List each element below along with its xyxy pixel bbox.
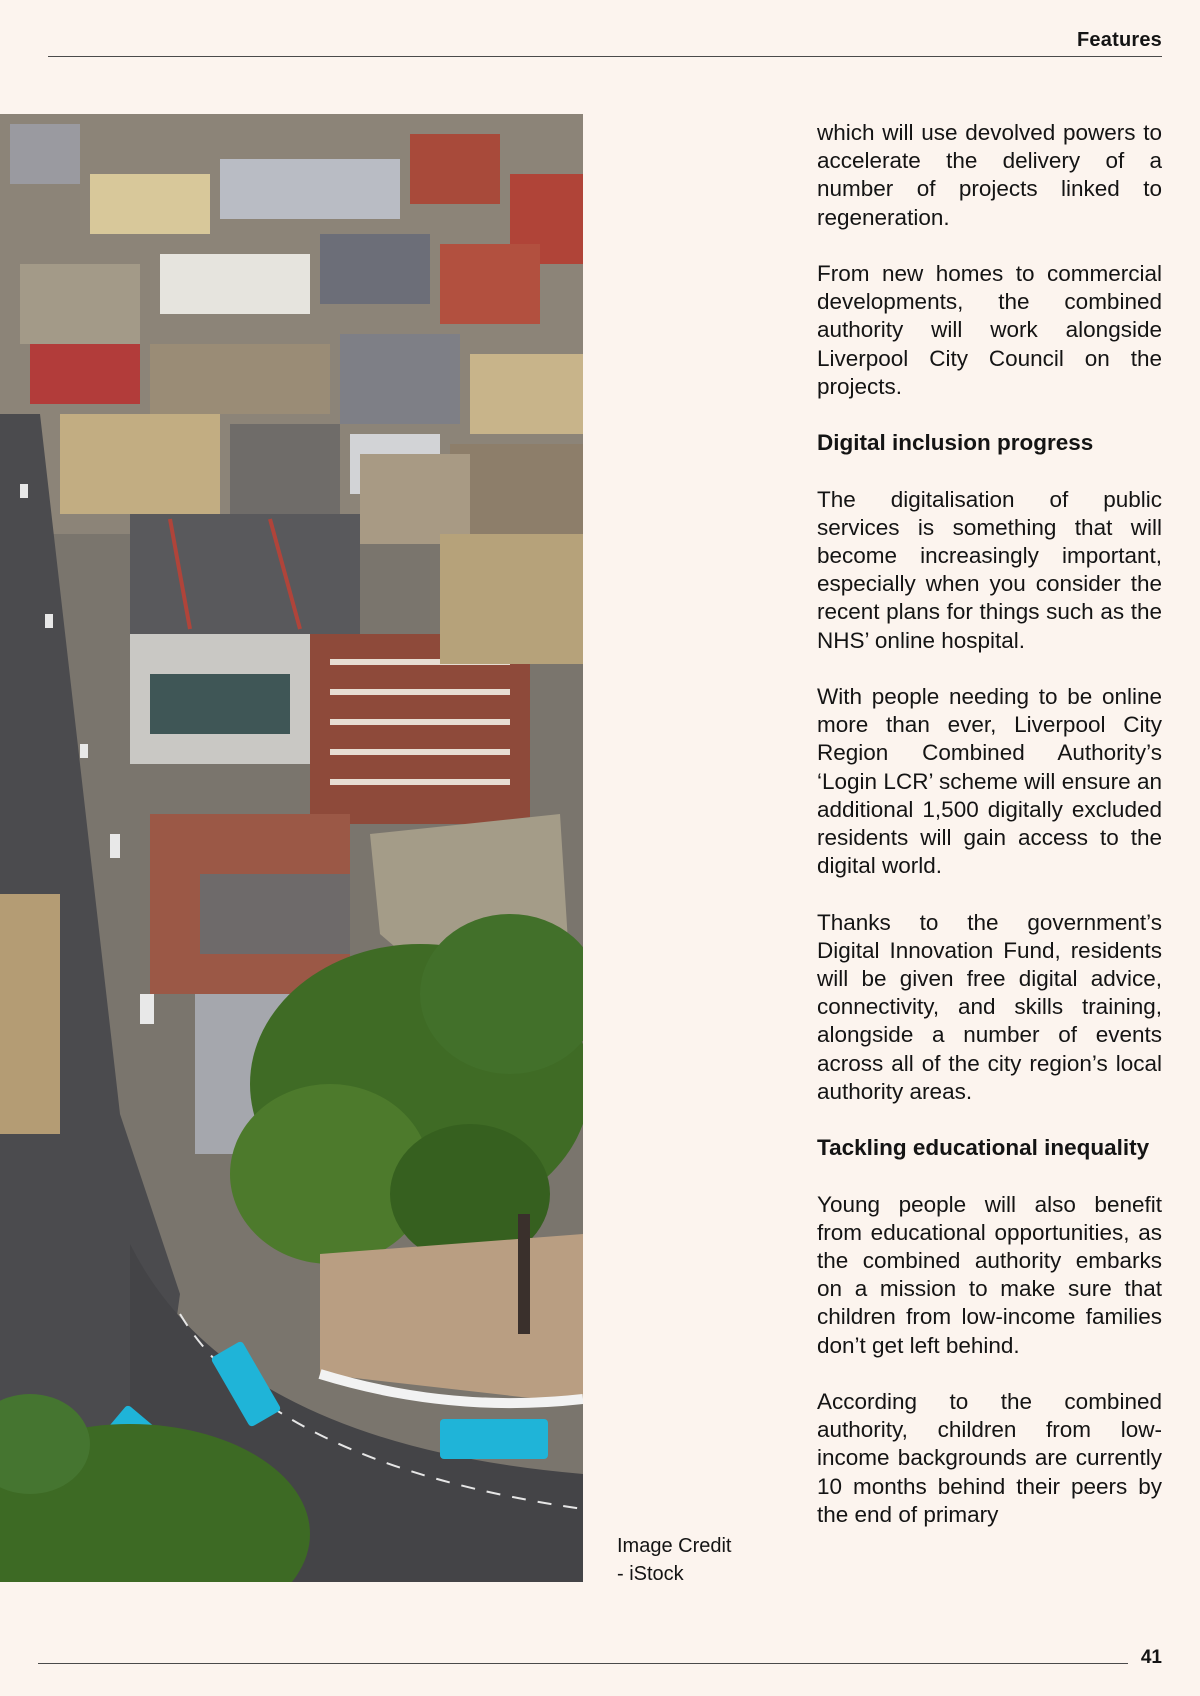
page-number: 41	[1140, 1647, 1162, 1668]
aerial-city-photo	[0, 114, 583, 1582]
monument-column	[518, 1214, 530, 1334]
header-divider	[48, 56, 1162, 57]
paragraph: According to the combined authority, children from low-income backgrounds are currently 10 months behind their peers by the end of primary	[817, 1389, 1162, 1527]
caption-line: - iStock	[617, 1563, 684, 1585]
subheading: Digital inclusion progress	[817, 430, 1094, 456]
paragraph: Young people will also benefit from educational opportunities, as the combined authority embarks on a mission to make sure that children from low-income families don’t get left behind.	[817, 1191, 1162, 1358]
section-label: Features	[1077, 29, 1162, 51]
car-park-roof	[130, 514, 360, 634]
image-caption	[617, 1532, 777, 1588]
paragraph: With people needing to be online more than ever, Liverpool City Region Combined Authority’s ‘Login LCR’ scheme will ensure an additional 1,500 digitally excluded residents will gain access to the digital world.	[817, 684, 1162, 879]
article-column	[817, 119, 1162, 1557]
paragraph: From new homes to commercial developments, the combined authority will work alongside Liverpool City Council on the projects.	[817, 261, 1162, 399]
footer-divider	[38, 1663, 1128, 1664]
building-rooftops	[0, 114, 583, 534]
paragraph: which will use devolved powers to accelerate the delivery of a number of projects linked to regeneration.	[817, 120, 1162, 230]
plaza	[320, 1234, 583, 1404]
paragraph: Thanks to the government’s Digital Innovation Fund, residents will be given free digital advice, connectivity, and skills training, alongside a number of events across all of the city region’s local authority areas.	[817, 909, 1162, 1104]
paragraph: The digitalisation of public services is something that will become increasingly important, especially when you consider the recent plans for things such as the NHS’ online hospital.	[817, 486, 1162, 653]
caption-line: Image Credit	[617, 1535, 732, 1557]
subheading: Tackling educational inequality	[817, 1135, 1150, 1161]
